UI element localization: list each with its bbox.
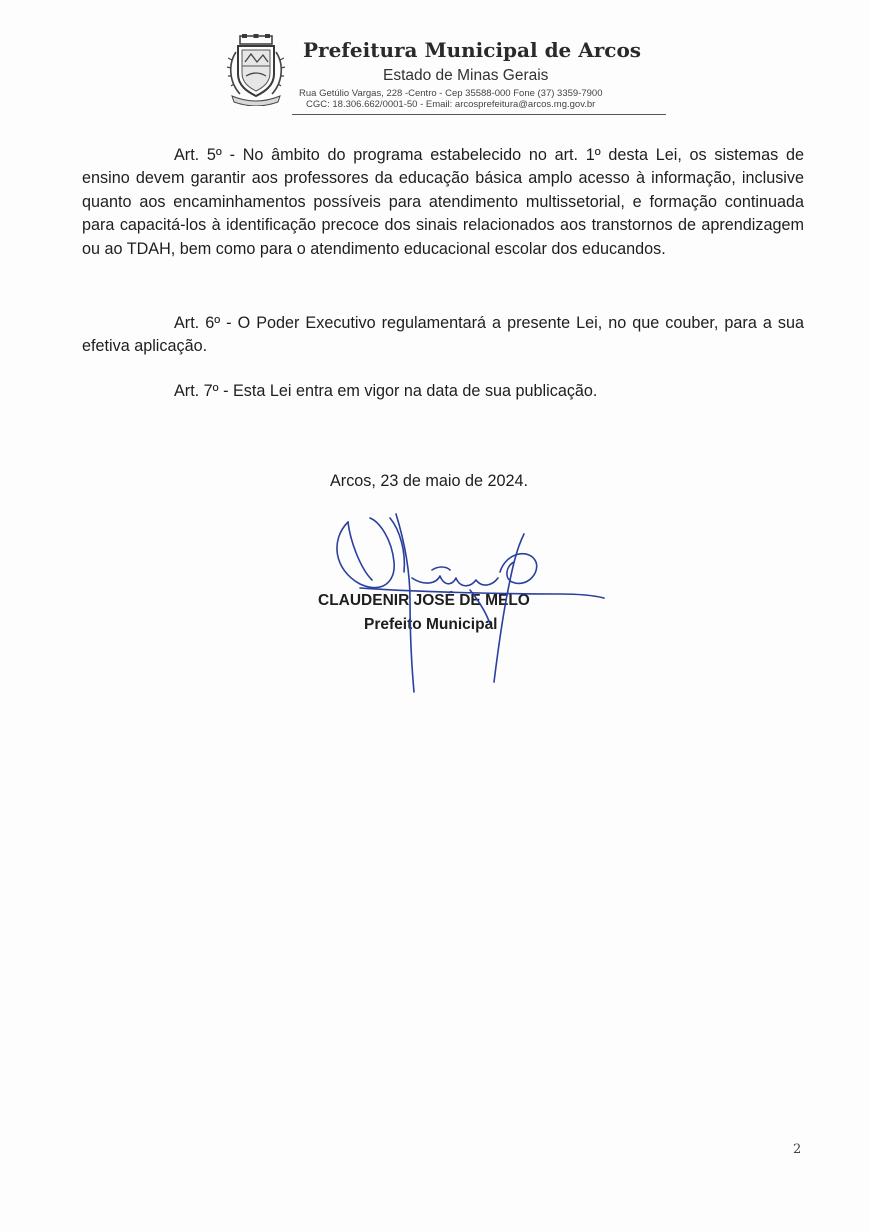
header-address: Rua Getúlio Vargas, 228 -Centro - Cep 35588-000 Fone (37) 3359-7900 [299, 88, 603, 99]
municipal-coat-of-arms-icon [226, 34, 286, 106]
header-state: Estado de Minas Gerais [383, 67, 549, 84]
article-5-paragraph: Art. 5º - No âmbito do programa estabelecido no art. 1º desta Lei, os sistemas de ensino devem garantir aos professores da educação básica amplo acesso à informação, inclusive quanto aos encaminhamentos possíveis para atendimento multissetorial, e formação continuada para capacitá-los à identificação precoce dos sinais relacionados aos transtornos de aprendizagem ou ao TDAH, bem como para o atendimento educacional escolar dos educandos. [82, 146, 804, 258]
header-divider [292, 114, 666, 115]
article-7-paragraph: Art. 7º - Esta Lei entra em vigor na data de sua publicação. [174, 382, 598, 400]
header-cgc: CGC: 18.306.662/0001-50 - Email: arcosprefeitura@arcos.mg.gov.br [306, 99, 596, 110]
header-title: Prefeitura Municipal de Arcos [303, 38, 642, 62]
article-6-paragraph: Art. 6º - O Poder Executivo regulamentará a presente Lei, no que couber, para a sua efetiva aplicação. [82, 314, 804, 356]
page-number: 2 [793, 1142, 802, 1157]
signer-role: Prefeito Municipal [364, 616, 498, 633]
signer-name: CLAUDENIR JOSÉ DE MELO [318, 592, 530, 609]
date-line: Arcos, 23 de maio de 2024. [330, 472, 528, 490]
